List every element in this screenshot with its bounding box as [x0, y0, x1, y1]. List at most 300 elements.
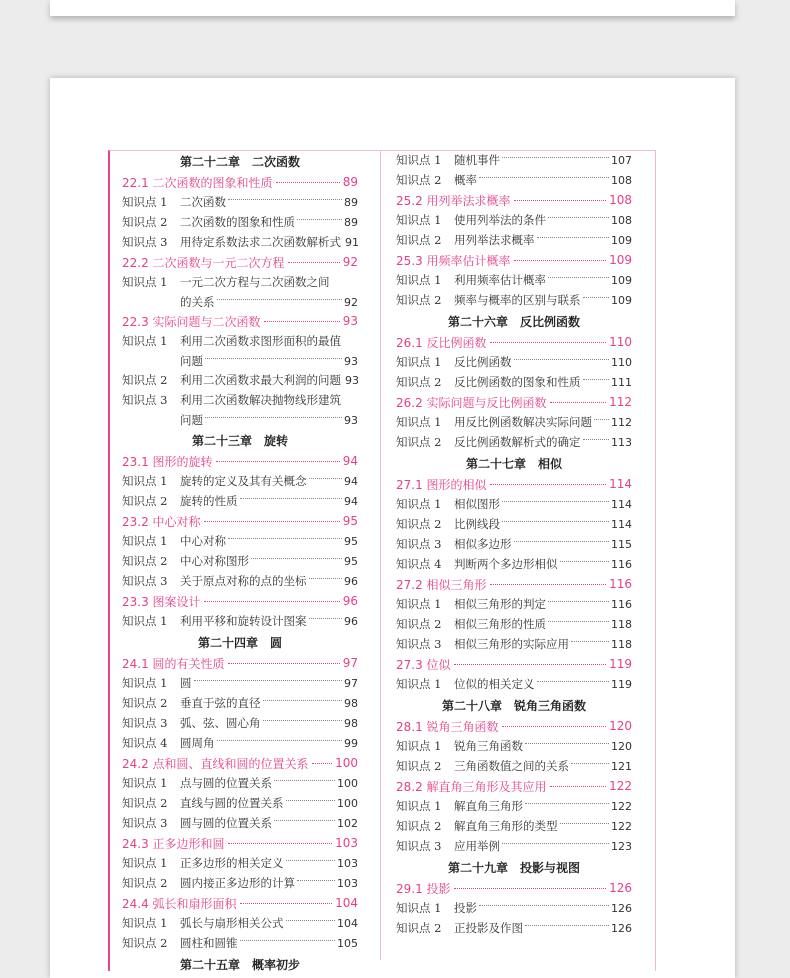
knowledge-point-label: 知识点 4	[122, 736, 168, 750]
leader-dots	[571, 763, 609, 764]
knowledge-point-entry[interactable]	[122, 733, 358, 753]
knowledge-point-entry[interactable]	[396, 816, 632, 836]
section-entry[interactable]	[122, 833, 358, 853]
knowledge-point-entry[interactable]	[396, 514, 632, 534]
leader-dots	[514, 260, 607, 261]
chapter-title: 第二十七章 相似	[465, 456, 562, 471]
knowledge-point-label: 知识点 2	[396, 517, 442, 531]
page-number: 114	[611, 517, 632, 531]
page-number: 96	[342, 594, 358, 608]
page-number: 95	[342, 514, 358, 528]
knowledge-point-text: 利用频率估计概率	[454, 273, 546, 287]
knowledge-point-label: 知识点 3	[396, 637, 442, 651]
page-number: 112	[611, 415, 632, 429]
page-number: 94	[344, 474, 358, 488]
leader-dots	[194, 680, 343, 681]
page-number: 100	[337, 776, 358, 790]
leader-dots	[571, 641, 609, 642]
section-entry[interactable]	[396, 776, 632, 796]
knowledge-point-entry[interactable]	[396, 534, 632, 554]
page-number: 93	[345, 373, 359, 387]
knowledge-point-entry[interactable]	[396, 412, 632, 432]
knowledge-point-text: 圆内接正多边形的计算	[180, 876, 295, 890]
knowledge-point-text: 正多边形的相关定义	[180, 856, 284, 870]
toc-right-column	[396, 150, 632, 938]
column-divider	[380, 150, 381, 960]
page-number: 92	[342, 255, 358, 269]
page-number: 103	[337, 856, 358, 870]
knowledge-point-label: 知识点 2	[122, 696, 168, 710]
knowledge-point-entry[interactable]	[122, 933, 358, 953]
page-number: 99	[344, 736, 358, 750]
leader-dots	[263, 700, 343, 701]
knowledge-point-label: 知识点 1	[396, 739, 442, 753]
page-number: 126	[609, 881, 632, 895]
knowledge-point-entry[interactable]	[122, 571, 358, 591]
leader-dots	[251, 558, 342, 559]
knowledge-point-entry[interactable]	[396, 150, 632, 170]
toc-left-column	[122, 150, 358, 975]
section-title: 26.2 实际问题与反比例函数	[396, 395, 547, 410]
page-number: 95	[344, 534, 358, 548]
leader-dots	[309, 478, 343, 479]
page-number: 91	[345, 235, 359, 249]
section-entry[interactable]	[122, 172, 358, 192]
page-number: 95	[344, 554, 358, 568]
section-entry[interactable]	[122, 451, 358, 471]
knowledge-point-label: 知识点 1	[122, 776, 168, 790]
knowledge-point-line1	[122, 390, 358, 410]
knowledge-point-entry[interactable]	[122, 232, 358, 252]
leader-dots	[454, 664, 607, 665]
page-number: 109	[611, 293, 632, 307]
knowledge-point-entry[interactable]	[122, 390, 358, 429]
chapter-title: 第二十六章 反比例函数	[447, 314, 580, 329]
page-number: 122	[611, 799, 632, 813]
leader-dots	[228, 538, 342, 539]
page-number: 118	[611, 637, 632, 651]
leader-dots	[240, 498, 343, 499]
knowledge-point-text: 三角函数值之间的关系	[454, 759, 569, 773]
leader-dots	[537, 237, 610, 238]
knowledge-point-label: 知识点 1	[122, 534, 168, 548]
knowledge-point-entry[interactable]	[396, 372, 632, 392]
knowledge-point-label: 知识点 3	[122, 816, 168, 830]
knowledge-point-label: 知识点 3	[122, 235, 168, 249]
page-number: 126	[611, 901, 632, 915]
knowledge-point-label: 知识点 2	[122, 373, 168, 387]
knowledge-point-label: 知识点 1	[396, 273, 442, 287]
knowledge-point-label: 知识点 2	[122, 796, 168, 810]
page-number: 93	[342, 314, 358, 328]
knowledge-point-text: 比例线段	[454, 517, 500, 531]
page-number: 102	[337, 816, 358, 830]
knowledge-point-entry[interactable]	[396, 594, 632, 614]
knowledge-point-text: 利用二次函数求最大利润的问题	[180, 373, 341, 387]
knowledge-point-text: 利用平移和旋转设计图案	[180, 614, 307, 628]
knowledge-point-label: 知识点 2	[396, 375, 442, 389]
leader-dots	[594, 419, 609, 420]
knowledge-point-text: 一元二次方程与二次函数之间	[180, 275, 330, 289]
knowledge-point-text-cont: 问题	[180, 354, 203, 368]
section-entry[interactable]	[122, 311, 358, 331]
knowledge-point-label: 知识点 3	[122, 716, 168, 730]
knowledge-point-text: 关于原点对称的点的坐标	[180, 574, 307, 588]
page-number: 93	[344, 354, 358, 368]
knowledge-point-label: 知识点 2	[122, 494, 168, 508]
section-entry[interactable]	[396, 474, 632, 494]
knowledge-point-entry[interactable]	[122, 673, 358, 693]
page-number: 109	[611, 233, 632, 247]
section-title: 22.2 二次函数与一元二次方程	[122, 255, 285, 270]
page-number: 89	[344, 215, 358, 229]
section-entry[interactable]	[122, 893, 358, 913]
knowledge-point-label: 知识点 1	[396, 153, 442, 167]
page-number: 114	[611, 497, 632, 511]
chapter-title: 第二十二章 二次函数	[179, 154, 300, 169]
page-number: 122	[609, 779, 632, 793]
leader-dots	[537, 681, 610, 682]
knowledge-point-label: 知识点 2	[122, 876, 168, 890]
leader-dots	[286, 800, 336, 801]
leader-dots	[228, 663, 340, 664]
knowledge-point-entry[interactable]	[122, 471, 358, 491]
leader-dots	[297, 219, 342, 220]
knowledge-point-entry[interactable]	[396, 836, 632, 856]
page-number: 118	[611, 617, 632, 631]
knowledge-point-text: 旋转的性质	[180, 494, 238, 508]
page-number: 108	[609, 193, 632, 207]
leader-dots	[502, 521, 609, 522]
section-title: 28.2 解直角三角形及其应用	[396, 779, 547, 794]
leader-dots	[502, 501, 609, 502]
knowledge-point-label: 知识点 2	[122, 215, 168, 229]
page-number: 96	[344, 614, 358, 628]
knowledge-point-label: 知识点 1	[122, 195, 168, 209]
knowledge-point-line1	[122, 331, 358, 351]
knowledge-point-text: 相似图形	[454, 497, 500, 511]
knowledge-point-text: 利用二次函数解决抛物线形建筑	[180, 393, 341, 407]
leader-dots	[204, 601, 340, 602]
knowledge-point-text: 相似多边形	[454, 537, 512, 551]
knowledge-point-label: 知识点 1	[396, 901, 442, 915]
section-title: 24.3 正多边形和圆	[122, 836, 225, 851]
knowledge-point-text: 相似三角形的判定	[454, 597, 546, 611]
knowledge-point-label: 知识点 1	[396, 497, 442, 511]
knowledge-point-entry[interactable]	[396, 796, 632, 816]
page-number: 104	[335, 896, 358, 910]
leader-dots	[217, 299, 343, 300]
knowledge-point-entry[interactable]	[122, 913, 358, 933]
knowledge-point-label: 知识点 3	[396, 839, 442, 853]
section-title: 29.1 投影	[396, 881, 451, 896]
knowledge-point-label: 知识点 1	[396, 677, 442, 691]
knowledge-point-entry[interactable]	[122, 192, 358, 212]
page-number: 89	[342, 175, 358, 189]
knowledge-point-line2	[122, 351, 358, 371]
knowledge-point-text: 圆周角	[180, 736, 215, 750]
knowledge-point-entry[interactable]	[122, 331, 358, 370]
leader-dots	[454, 888, 607, 889]
page-number: 104	[337, 916, 358, 930]
page-number: 105	[337, 936, 358, 950]
leader-dots	[550, 402, 607, 403]
leader-dots	[286, 920, 336, 921]
section-entry[interactable]	[122, 753, 358, 773]
section-entry[interactable]	[122, 511, 358, 531]
page-number: 112	[609, 395, 632, 409]
page-number: 115	[611, 537, 632, 551]
knowledge-point-line1	[122, 272, 358, 292]
section-title: 25.2 用列举法求概率	[396, 193, 511, 208]
knowledge-point-text: 中心对称图形	[180, 554, 249, 568]
knowledge-point-text: 投影	[454, 901, 477, 915]
section-title: 27.2 相似三角形	[396, 577, 487, 592]
knowledge-point-text: 判断两个多边形相似	[454, 557, 558, 571]
page-number: 126	[611, 921, 632, 935]
knowledge-point-text-cont: 问题	[180, 413, 203, 427]
leader-dots	[286, 860, 336, 861]
knowledge-point-text: 随机事件	[454, 153, 500, 167]
knowledge-point-text: 锐角三角函数	[454, 739, 523, 753]
page-number: 121	[611, 759, 632, 773]
leader-dots	[583, 379, 610, 380]
leader-dots	[514, 359, 610, 360]
knowledge-point-entry[interactable]	[396, 634, 632, 654]
knowledge-point-entry[interactable]	[396, 918, 632, 938]
page-number: 93	[344, 413, 358, 427]
page-number: 89	[344, 195, 358, 209]
leader-dots	[274, 820, 335, 821]
page-number: 109	[611, 273, 632, 287]
knowledge-point-text: 圆与圆的位置关系	[180, 816, 272, 830]
leader-dots	[560, 823, 610, 824]
knowledge-point-entry[interactable]	[122, 370, 358, 390]
knowledge-point-text-cont: 的关系	[180, 295, 215, 309]
leader-dots	[205, 358, 342, 359]
section-title: 22.1 二次函数的图象和性质	[122, 175, 273, 190]
knowledge-point-label: 知识点 3	[122, 574, 168, 588]
knowledge-point-entry[interactable]	[122, 611, 358, 631]
leader-dots	[548, 277, 609, 278]
knowledge-point-entry[interactable]	[122, 713, 358, 733]
knowledge-point-label: 知识点 1	[396, 213, 442, 227]
knowledge-point-text: 弧长与扇形相关公式	[180, 916, 284, 930]
section-title: 24.2 点和圆、直线和圆的位置关系	[122, 756, 309, 771]
knowledge-point-text: 二次函数的图象和性质	[180, 215, 295, 229]
page-number: 94	[344, 494, 358, 508]
leader-dots	[525, 743, 609, 744]
knowledge-point-label: 知识点 2	[122, 936, 168, 950]
leader-dots	[312, 763, 333, 764]
knowledge-point-text: 应用举例	[454, 839, 500, 853]
knowledge-point-text: 反比例函数解析式的确定	[454, 435, 581, 449]
section-entry[interactable]	[396, 654, 632, 674]
knowledge-point-label: 知识点 2	[122, 554, 168, 568]
page-number: 97	[342, 656, 358, 670]
page-number: 119	[609, 657, 632, 671]
page-number: 108	[611, 213, 632, 227]
knowledge-point-text: 利用二次函数求图形面积的最值	[180, 334, 341, 348]
knowledge-point-text: 垂直于弦的直径	[180, 696, 261, 710]
leader-dots	[274, 780, 335, 781]
leader-dots	[548, 217, 609, 218]
knowledge-point-text: 用待定系数法求二次函数解析式	[180, 235, 341, 249]
knowledge-point-entry[interactable]	[396, 494, 632, 514]
knowledge-point-entry[interactable]	[122, 212, 358, 232]
knowledge-point-entry[interactable]	[396, 290, 632, 310]
leader-dots	[502, 843, 609, 844]
knowledge-point-line2	[122, 292, 358, 312]
knowledge-point-text: 相似三角形的实际应用	[454, 637, 569, 651]
page-number: 109	[609, 253, 632, 267]
leader-dots	[548, 601, 609, 602]
knowledge-point-text: 反比例函数的图象和性质	[454, 375, 581, 389]
knowledge-point-entry[interactable]	[122, 773, 358, 793]
knowledge-point-label: 知识点 2	[396, 921, 442, 935]
section-entry[interactable]	[122, 591, 358, 611]
section-title: 24.4 弧长和扇形面积	[122, 896, 237, 911]
knowledge-point-entry[interactable]	[396, 756, 632, 776]
page-number: 94	[342, 454, 358, 468]
page-number: 116	[611, 557, 632, 571]
leader-dots	[525, 803, 609, 804]
section-title: 25.3 用频率估计概率	[396, 253, 511, 268]
section-entry[interactable]	[396, 250, 632, 270]
knowledge-point-label: 知识点 2	[396, 173, 442, 187]
leader-dots	[276, 182, 340, 183]
previous-page-card	[50, 0, 735, 16]
knowledge-point-text: 二次函数	[180, 195, 226, 209]
page-number: 96	[344, 574, 358, 588]
section-entry[interactable]	[396, 878, 632, 898]
knowledge-point-entry[interactable]	[122, 873, 358, 893]
knowledge-point-entry[interactable]	[122, 531, 358, 551]
leader-dots	[479, 177, 609, 178]
knowledge-point-entry[interactable]	[396, 614, 632, 634]
knowledge-point-entry[interactable]	[396, 210, 632, 230]
knowledge-point-label: 知识点 1	[396, 355, 442, 369]
knowledge-point-label: 知识点 1	[396, 597, 442, 611]
leader-dots	[560, 561, 610, 562]
knowledge-point-entry[interactable]	[396, 554, 632, 574]
chapter-title: 第二十三章 旋转	[191, 433, 288, 448]
knowledge-point-line2	[122, 410, 358, 430]
knowledge-point-label: 知识点 3	[396, 537, 442, 551]
knowledge-point-entry[interactable]	[396, 352, 632, 372]
leader-dots	[264, 321, 340, 322]
page-number: 119	[611, 677, 632, 691]
leader-dots	[205, 417, 342, 418]
section-title: 23.2 中心对称	[122, 514, 201, 529]
chapter-title: 第二十五章 概率初步	[179, 957, 300, 972]
knowledge-point-label: 知识点 4	[396, 557, 442, 571]
knowledge-point-text: 相似三角形的性质	[454, 617, 546, 631]
knowledge-point-text: 位似的相关定义	[454, 677, 535, 691]
knowledge-point-text: 用列举法求概率	[454, 233, 535, 247]
page-number: 98	[344, 696, 358, 710]
knowledge-point-text: 频率与概率的区别与联系	[454, 293, 581, 307]
leader-dots	[490, 484, 607, 485]
knowledge-point-entry[interactable]	[122, 853, 358, 873]
page-number: 108	[611, 173, 632, 187]
knowledge-point-entry[interactable]	[122, 813, 358, 833]
knowledge-point-label: 知识点 2	[396, 435, 442, 449]
knowledge-point-label: 知识点 2	[396, 819, 442, 833]
knowledge-point-label: 知识点 2	[396, 759, 442, 773]
leader-dots	[309, 618, 343, 619]
leader-dots	[514, 541, 610, 542]
knowledge-point-entry[interactable]	[396, 432, 632, 452]
knowledge-point-entry[interactable]	[396, 170, 632, 190]
knowledge-point-entry[interactable]	[396, 898, 632, 918]
page-number: 97	[344, 676, 358, 690]
knowledge-point-entry[interactable]	[122, 272, 358, 311]
knowledge-point-text: 概率	[454, 173, 477, 187]
knowledge-point-text: 解直角三角形	[454, 799, 523, 813]
knowledge-point-label: 知识点 2	[396, 293, 442, 307]
knowledge-point-text: 使用列举法的条件	[454, 213, 546, 227]
knowledge-point-label: 知识点 3	[122, 393, 168, 407]
section-entry[interactable]	[396, 716, 632, 736]
page-number: 103	[335, 836, 358, 850]
knowledge-point-text: 旋转的定义及其有关概念	[180, 474, 307, 488]
leader-dots	[240, 940, 336, 941]
knowledge-point-label: 知识点 1	[122, 275, 168, 289]
section-entry[interactable]	[396, 574, 632, 594]
section-entry[interactable]	[396, 190, 632, 210]
section-entry[interactable]	[396, 392, 632, 412]
knowledge-point-entry[interactable]	[122, 693, 358, 713]
knowledge-point-entry[interactable]	[396, 674, 632, 694]
section-title: 24.1 圆的有关性质	[122, 656, 225, 671]
leader-dots	[583, 439, 610, 440]
knowledge-point-entry[interactable]	[396, 270, 632, 290]
section-entry[interactable]	[122, 252, 358, 272]
section-title: 27.1 图形的相似	[396, 477, 487, 492]
knowledge-point-entry[interactable]	[396, 230, 632, 250]
leader-dots	[548, 621, 609, 622]
knowledge-point-text: 解直角三角形的类型	[454, 819, 558, 833]
section-entry[interactable]	[122, 653, 358, 673]
leader-dots	[502, 157, 609, 158]
leader-dots	[204, 521, 340, 522]
leader-dots	[288, 262, 340, 263]
knowledge-point-entry[interactable]	[122, 793, 358, 813]
section-title: 27.3 位似	[396, 657, 451, 672]
section-title: 23.1 图形的旋转	[122, 454, 213, 469]
section-entry[interactable]	[396, 332, 632, 352]
page-number: 113	[611, 435, 632, 449]
leader-dots	[228, 843, 333, 844]
page-number: 111	[611, 375, 632, 389]
page-number: 100	[337, 796, 358, 810]
leader-dots	[514, 200, 607, 201]
knowledge-point-text: 正投影及作图	[454, 921, 523, 935]
knowledge-point-entry[interactable]	[396, 736, 632, 756]
knowledge-point-label: 知识点 1	[122, 856, 168, 870]
knowledge-point-entry[interactable]	[122, 551, 358, 571]
leader-dots	[490, 342, 607, 343]
page-number: 107	[611, 153, 632, 167]
leader-dots	[525, 925, 609, 926]
page-number: 110	[609, 335, 632, 349]
knowledge-point-text: 圆	[180, 676, 192, 690]
knowledge-point-entry[interactable]	[122, 491, 358, 511]
section-title: 26.1 反比例函数	[396, 335, 487, 350]
page-number: 116	[609, 577, 632, 591]
knowledge-point-text: 反比例函数	[454, 355, 512, 369]
